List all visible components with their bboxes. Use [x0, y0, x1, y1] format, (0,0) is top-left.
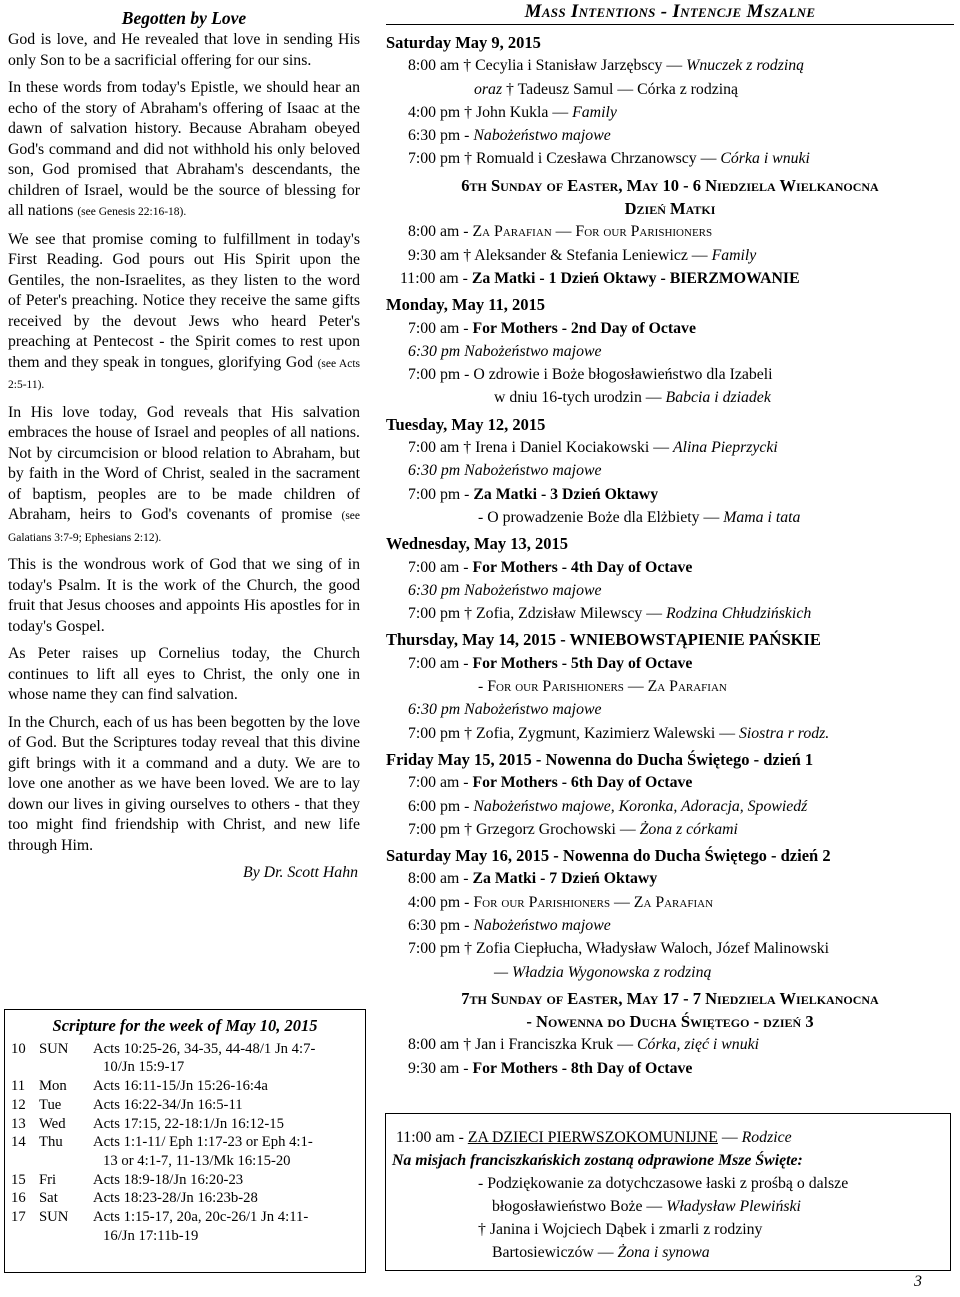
intention-line: - Podziękowanie za dotychczasowe łaski z prośbą o dalsze: [478, 1175, 849, 1192]
intention-line: 8:00 am † Cecylia i Stanisław Jarzębscy — Wnuczek z rodziną: [408, 57, 805, 75]
intention-line: 8:00 am - Za Matki - 7 Dzień Oktawy: [408, 870, 658, 888]
sunday-subheading: - Nowenna do Ducha Świętego - dzień 3: [526, 1012, 814, 1032]
page-number: 3: [914, 1273, 922, 1290]
intention-line: 7:00 pm † Romuald i Czesława Chrzanowscy — Córka i wnuki: [408, 150, 810, 168]
intention-line: Bartosiewiczów — Żona i synowa: [492, 1244, 710, 1261]
scripture-row: [5, 1189, 365, 1208]
scripture-readings: Acts 1:15-17, 20a, 20c-26/1 Jn 4:11- 16/Jn 17:11b-19: [93, 1209, 309, 1244]
scripture-date: 15: [11, 1171, 26, 1188]
intention-line: 7:00 am - For Mothers - 4th Day of Octave: [408, 558, 693, 576]
intention-line: błogosławieństwo Boże — Władysław Plewiński: [492, 1198, 801, 1215]
scripture-readings: Acts 18:9-18/Jn 16:20-23: [93, 1171, 244, 1188]
intention-line: 6:00 pm - Nabożeństwo majowe, Koronka, Adoracja, Spowiedź: [408, 797, 808, 815]
intention-line: - O prowadzenie Boże dla Elżbiety — Mama i tata: [478, 508, 801, 526]
scripture-row: [5, 1077, 365, 1096]
intention-line: 6:30 pm Nabożeństwo majowe: [408, 342, 602, 360]
intention-line: 7:00 am - For Mothers - 2nd Day of Octave: [408, 319, 696, 337]
scripture-date: 12: [11, 1096, 26, 1113]
day-heading: Friday May 15, 2015 - Nowenna do Ducha Świętego - dzień 1: [386, 749, 814, 769]
scripture-readings: Acts 10:25-26, 34-35, 44-48/1 Jn 4:7- 10/Jn 15:9-17: [93, 1040, 316, 1076]
scripture-date: 11: [11, 1078, 26, 1095]
scripture-weekday: Wed: [39, 1115, 66, 1132]
intention-line: 8:00 am † Jan i Franciszka Kruk — Córka, zięć i wnuki: [408, 1036, 759, 1054]
scripture-title: Scripture for the week of May 10, 2015: [52, 1016, 318, 1035]
intention-line: 8:00 am - Za Parafian — For our Parishioners: [408, 223, 713, 241]
article-paragraph: We see that promise coming to fulfillment in today's First Reading. God pours out His Spirit upon the Gentiles, the non-Israelites, as they listen to the word of Peter's preaching. Notice they receive the same gifts received by the devout Jews who heard Peter's preaching at Pentecost - the Spirit comes to rest upon them and they speak in tongues, glorifying God (see Acts 2:5-11).: [8, 230, 360, 391]
intention-line: 6:30 pm Nabożeństwo majowe: [408, 462, 602, 480]
scripture-weekday: Mon: [39, 1078, 67, 1095]
scripture-weekday: Thu: [39, 1134, 63, 1151]
scripture-row: [5, 1208, 365, 1245]
article-paragraph: As Peter raises up Cornelius today, the Church continues to lift all eyes to Christ, the only one in whose name they can find salvation.: [8, 645, 360, 703]
sunday-heading: 6th Sunday of Easter, May 10 - 6 Niedziela Wielkanocna: [461, 175, 879, 195]
day-heading: Saturday May 16, 2015 - Nowenna do Ducha Świętego - dzień 2: [386, 846, 831, 866]
scripture-readings: Acts 16:22-34/Jn 16:5-11: [93, 1096, 243, 1113]
intention-line: — Władzia Wygonowska z rodziną: [494, 963, 712, 981]
intention-line: † Janina i Wojciech Dąbek i zmarli z rodziny: [478, 1221, 763, 1238]
article-paragraph: God is love, and He revealed that love in sending His only Son to be a sacrificial offering for our sins.: [8, 31, 360, 69]
day-heading: Tuesday, May 12, 2015: [386, 414, 546, 434]
article-paragraph: In these words from today's Epistle, we should hear an echo of the story of Abraham's offering of Isaac at the dawn of salvation history. Because Abraham obeyed God's command and did not withhold his only beloved son, God promised that Abraham's descendants, the children of Israel, would be the source of blessing for all nations (see Genesis 22:16-18).: [8, 79, 360, 219]
mass-intentions-title: Mass Intentions - Intencje Mszalne: [386, 0, 954, 25]
scripture-date: 16: [11, 1190, 26, 1207]
mass-intentions: [386, 0, 954, 1080]
scripture-list: [5, 1040, 365, 1246]
day-heading: Monday, May 11, 2015: [386, 295, 546, 315]
article-byline: By Dr. Scott Hahn: [243, 864, 358, 881]
scripture-weekday: SUN: [39, 1209, 69, 1226]
sunday-subheading: Dzień Matki: [624, 199, 716, 219]
scripture-row: [5, 1171, 365, 1190]
missions-heading: Na misjach franciszkańskich zostaną odprawione Msze Święte:: [392, 1152, 803, 1169]
intention-line: - For our Parishioners — Za Parafian: [478, 678, 727, 696]
special-intentions-box: [385, 1113, 951, 1271]
intention-line: 7:00 am † Irena i Daniel Kociakowski — Alina Pieprzycki: [408, 439, 778, 457]
intention-line: 6:30 pm Nabożeństwo majowe: [408, 701, 602, 719]
day-heading: Saturday May 9, 2015: [386, 33, 541, 52]
scripture-row: [5, 1040, 365, 1077]
scripture-readings: Acts 17:15, 22-18:1/Jn 16:12-15: [93, 1115, 284, 1132]
intention-line: 9:30 am - For Mothers - 8th Day of Octave: [408, 1059, 693, 1077]
scripture-row: [5, 1133, 365, 1170]
intention-line: 11:00 am - ZA DZIECI PIERWSZOKOMUNIJNE — Rodzice: [396, 1129, 792, 1146]
scripture-date: 10: [11, 1040, 26, 1057]
scripture-weekday: SUN: [39, 1040, 69, 1057]
intention-line: 4:00 pm † John Kukla — Family: [408, 103, 617, 121]
intention-line: w dniu 16-tych urodzin — Babcia i dziadek: [494, 389, 771, 407]
scripture-row: [5, 1115, 365, 1134]
intention-line: 6:30 pm Nabożeństwo majowe: [408, 581, 602, 599]
intention-line: 7:00 pm - Za Matki - 3 Dzień Oktawy: [408, 485, 659, 503]
intention-line: 7:00 am - For Mothers - 6th Day of Octave: [408, 774, 693, 792]
intention-line: 7:00 pm † Zofia, Zdzisław Milewscy — Rodzina Chłudzińskich: [408, 605, 812, 623]
intention-line: 7:00 pm † Zofia, Zygmunt, Kazimierz Walewski — Siostra r rodz.: [408, 724, 830, 742]
article: [8, 6, 360, 884]
article-paragraph: In the Church, each of us has been begotten by the love of God. But the Scriptures today reveal that this divine gift brings with it a command and a duty. We are to love one another as we have been loved. We are to lay down our lives in giving ourselves to others - that they too might find friendship with Christ, and new life through Him.: [8, 713, 360, 854]
article-title: Begotten by Love: [121, 8, 247, 28]
day-heading: Wednesday, May 13, 2015: [386, 534, 568, 554]
article-paragraph: In His love today, God reveals that His salvation embraces the house of Israel and peoples of all nations. Not by circumcision or blood relation to Abraham, but by faith in the Word of Christ, sealed in the sacrament of baptism, peoples are to be made children of Abraham, heirs to God's covenants of promise (see Galatians 3:7-9; Ephesians 2:12).: [8, 403, 360, 544]
intention-line: 7:00 pm † Zofia Ciepłucha, Władysław Waloch, Józef Malinowski: [408, 940, 830, 958]
scripture-weekday: Tue: [39, 1096, 62, 1113]
scripture-row: [5, 1096, 365, 1115]
scripture-weekday: Fri: [39, 1171, 57, 1188]
intention-line: 6:30 pm - Nabożeństwo majowe: [408, 916, 611, 934]
intention-line: 9:30 am † Aleksander & Stefania Leniewicz — Family: [408, 246, 757, 264]
scripture-readings: Acts 1:1-11/ Eph 1:17-23 or Eph 4:1- 13 or 4:1-7, 11-13/Mk 16:15-20: [93, 1134, 313, 1169]
article-paragraph: This is the wondrous work of God that we sing of in today's Psalm. It is the work of the Church, the good fruit that Jesus chooses and appoints His apostles for in today's Gospel.: [8, 556, 360, 635]
intention-line: 4:00 pm - For our Parishioners — Za Parafian: [408, 893, 714, 911]
scripture-readings: Acts 16:11-15/Jn 15:26-16:4a: [93, 1078, 268, 1095]
intention-line: 11:00 am - Za Matki - 1 Dzień Oktawy - BIERZMOWANIE: [400, 269, 800, 287]
intention-line: 7:00 pm † Grzegorz Grochowski — Żona z córkami: [408, 820, 738, 838]
scripture-date: 14: [11, 1134, 26, 1151]
scripture-readings: Acts 18:23-28/Jn 16:23b-28: [93, 1190, 258, 1207]
scripture-weekday: Sat: [39, 1190, 58, 1207]
intention-line: 7:00 am - For Mothers - 5th Day of Octave: [408, 654, 693, 672]
intention-line: 6:30 pm - Nabożeństwo majowe: [408, 127, 611, 145]
day-heading: Thursday, May 14, 2015 - WNIEBOWSTĄPIENIE PAŃSKIE: [386, 630, 821, 650]
sunday-heading: 7th Sunday of Easter, May 17 - 7 Niedziela Wielkanocna: [461, 988, 879, 1008]
scripture-date: 13: [11, 1115, 26, 1132]
intention-line: 7:00 pm - O zdrowie i Boże błogosławieństwo dla Izabeli: [408, 366, 773, 384]
scripture-box: [4, 1009, 366, 1273]
intention-line: oraz † Tadeusz Samul — Córka z rodziną: [474, 80, 739, 98]
scripture-date: 17: [11, 1209, 26, 1226]
